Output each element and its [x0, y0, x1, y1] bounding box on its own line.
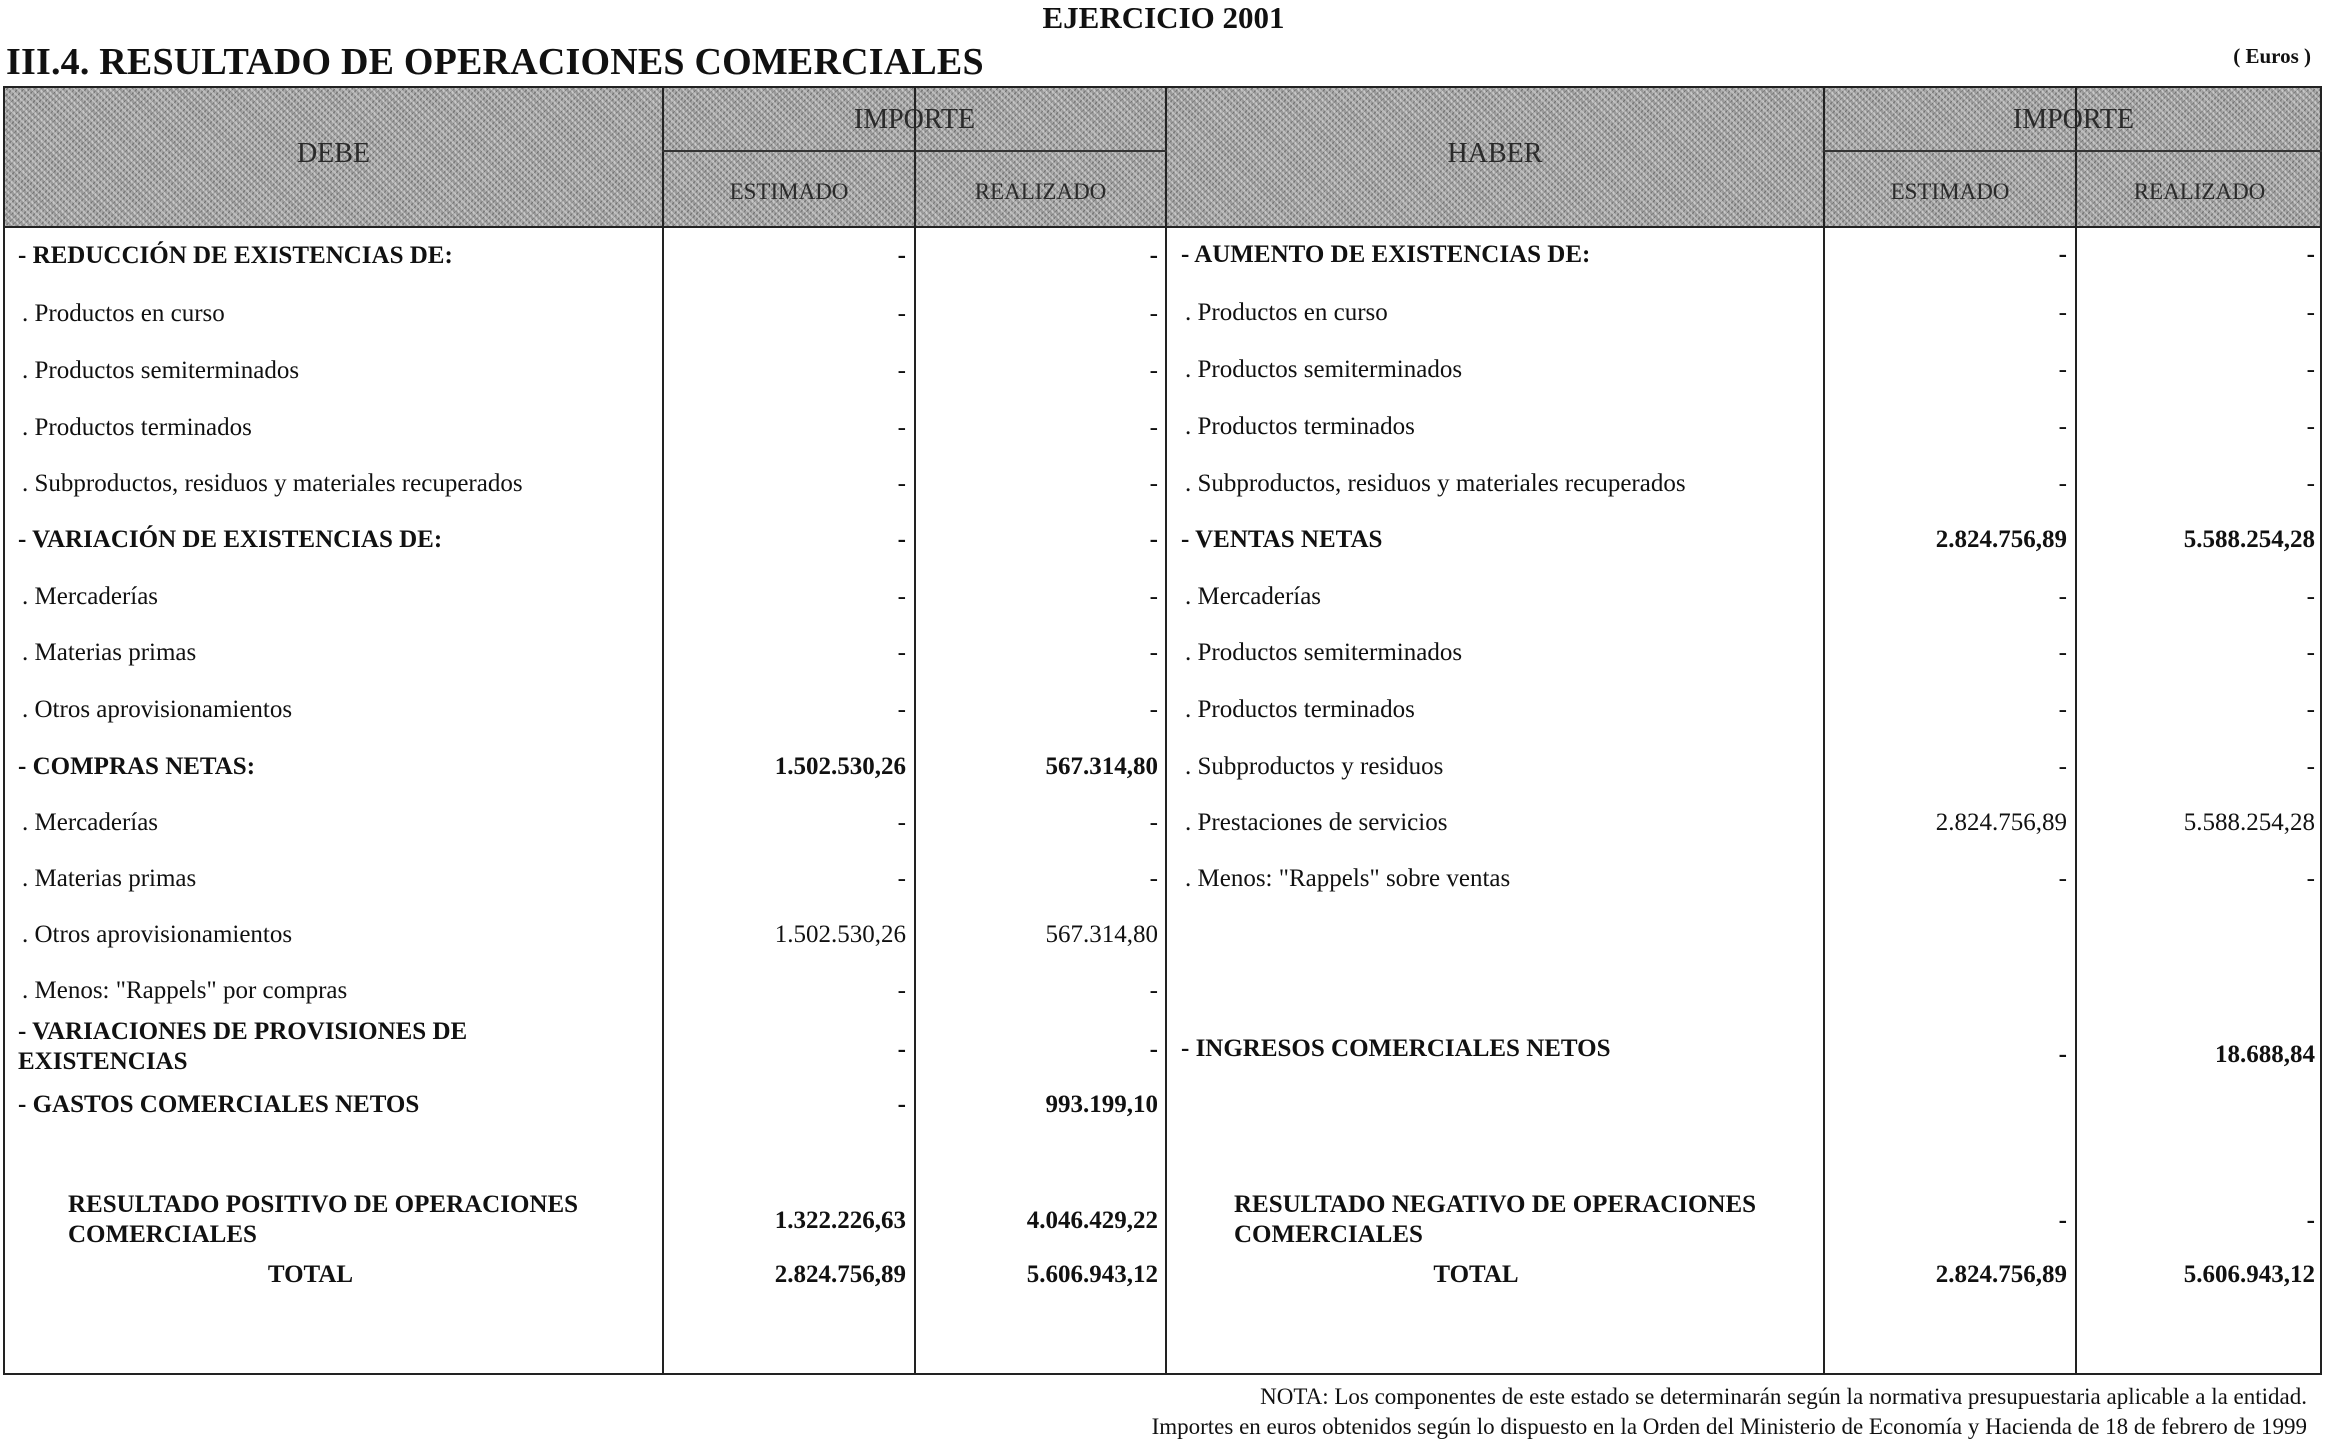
- debe-row-realizado: -: [1149, 583, 1158, 610]
- haber-row-estimado: -: [2058, 470, 2067, 497]
- debe-row-estimado: -: [897, 414, 906, 441]
- haber-row-estimado: 2.824.756,89: [1935, 526, 2067, 553]
- haber-row-estimado: -: [2058, 413, 2067, 440]
- haber-row-realizado: -: [2306, 639, 2315, 666]
- resultado-positivo-label: RESULTADO POSITIVO DE OPERACIONES COMERCIALES: [68, 1191, 579, 1248]
- haber-row-label: - AUMENTO DE EXISTENCIAS DE:: [1181, 241, 1591, 268]
- haber-row-estimado: -: [2058, 639, 2067, 666]
- importe-header-right: IMPORTE: [2012, 104, 2135, 135]
- haber-row-label: . Subproductos y residuos: [1185, 753, 1444, 780]
- debe-row-label: . Mercaderías: [22, 583, 159, 610]
- debe-row-label: - VARIACIONES DE PROVISIONES DE EXISTENCIAS: [18, 1018, 468, 1075]
- resultado-negativo-label: RESULTADO NEGATIVO DE OPERACIONES COMERCIALES: [1234, 1191, 1757, 1248]
- debe-row-label: . Otros aprovisionamientos: [22, 696, 293, 723]
- debe-row-estimado: -: [897, 1091, 906, 1118]
- debe-row-realizado: -: [1149, 696, 1158, 723]
- haber-row-realizado: -: [2306, 865, 2315, 892]
- currency-unit: ( Euros ): [2233, 44, 2311, 68]
- debe-row-label: . Subproductos, residuos y materiales recuperados: [22, 470, 523, 497]
- debe-row-realizado: -: [1149, 414, 1158, 441]
- haber-row-estimado: -: [2058, 1041, 2067, 1068]
- debe-row-realizado: 567.314,80: [1045, 921, 1158, 948]
- haber-row-realizado: -: [2306, 753, 2315, 780]
- debe-row-estimado: -: [897, 300, 906, 327]
- nota-line-1: NOTA: Los componentes de este estado se determinarán según la normativa presupuestaria aplicable a la entidad.: [1260, 1384, 2307, 1409]
- haber-row-estimado: -: [2058, 865, 2067, 892]
- total-haber-label: TOTAL: [1433, 1261, 1519, 1288]
- haber-row-label: . Subproductos, residuos y materiales recuperados: [1185, 470, 1686, 497]
- debe-row-label: - COMPRAS NETAS:: [18, 753, 256, 780]
- header-divider: [3, 226, 2322, 228]
- haber-row-realizado: 5.588.254,28: [2183, 809, 2315, 836]
- debe-row-realizado: -: [1149, 977, 1158, 1004]
- haber-row-realizado: -: [2306, 696, 2315, 723]
- total-debe-realizado: 5.606.943,12: [1026, 1261, 1158, 1288]
- debe-row-estimado: -: [897, 809, 906, 836]
- debe-row-estimado: -: [897, 639, 906, 666]
- haber-row-estimado: -: [2058, 356, 2067, 383]
- haber-row-estimado: -: [2058, 299, 2067, 326]
- haber-row-label: - VENTAS NETAS: [1181, 526, 1383, 553]
- debe-row-realizado: -: [1149, 1036, 1158, 1063]
- total-debe-label: TOTAL: [267, 1261, 354, 1288]
- resultado-negativo-realizado: -: [2306, 1207, 2315, 1234]
- haber-row-estimado: -: [2058, 583, 2067, 610]
- resultado-positivo-realizado: 4.046.429,22: [1026, 1207, 1158, 1234]
- col-divider-haber-estimado: [2075, 86, 2077, 1375]
- haber-row-label: . Productos terminados: [1185, 696, 1415, 723]
- haber-row-label: . Productos en curso: [1185, 299, 1388, 326]
- haber-row-label: . Mercaderías: [1185, 583, 1322, 610]
- debe-header: DEBE: [296, 138, 371, 169]
- debe-row-realizado: -: [1149, 865, 1158, 892]
- realizado-header-right: REALIZADO: [2133, 179, 2266, 204]
- debe-row-label: - GASTOS COMERCIALES NETOS: [18, 1091, 420, 1118]
- nota-line-2: Importes en euros obtenidos según lo dispuesto en la Orden del Ministerio de Economía y Hacienda de 18 de febrero de 1999: [1151, 1414, 2307, 1439]
- ejercicio-title: EJERCICIO 2001: [1042, 0, 1285, 35]
- importe-subheader-line-right: [1823, 150, 2322, 152]
- debe-row-label: . Otros aprovisionamientos: [22, 921, 293, 948]
- debe-row-estimado: -: [897, 696, 906, 723]
- estimado-header-left: ESTIMADO: [729, 179, 849, 204]
- haber-row-label: . Productos semiterminados: [1185, 639, 1463, 666]
- col-divider-debe-realizado: [1165, 86, 1167, 1375]
- importe-subheader-line-left: [662, 150, 1167, 152]
- importe-header-left: IMPORTE: [853, 104, 976, 135]
- debe-row-estimado: -: [897, 1036, 906, 1063]
- debe-row-estimado: 1.502.530,26: [774, 921, 906, 948]
- resultado-positivo-estimado: 1.322.226,63: [774, 1207, 906, 1234]
- debe-row-estimado: -: [897, 470, 906, 497]
- debe-row-estimado: -: [897, 583, 906, 610]
- debe-row-realizado: -: [1149, 526, 1158, 553]
- debe-row-estimado: -: [897, 242, 906, 269]
- haber-row-estimado: 2.824.756,89: [1935, 809, 2067, 836]
- debe-row-estimado: -: [897, 865, 906, 892]
- haber-header: HABER: [1447, 138, 1543, 169]
- debe-row-label: - VARIACIÓN DE EXISTENCIAS DE:: [18, 526, 443, 553]
- debe-row-estimado: -: [897, 526, 906, 553]
- haber-row-realizado: -: [2306, 583, 2315, 610]
- haber-row-estimado: -: [2058, 241, 2067, 268]
- total-haber-realizado: 5.606.943,12: [2183, 1261, 2315, 1288]
- haber-row-realizado: -: [2306, 413, 2315, 440]
- debe-row-label: . Productos semiterminados: [22, 357, 300, 384]
- debe-row-realizado: -: [1149, 470, 1158, 497]
- haber-row-realizado: -: [2306, 241, 2315, 268]
- col-divider-haber: [1823, 86, 1825, 1375]
- haber-row-label: . Productos semiterminados: [1185, 356, 1463, 383]
- debe-row-label: . Menos: "Rappels" por compras: [22, 977, 348, 1004]
- debe-row-estimado: -: [897, 977, 906, 1004]
- debe-row-label: . Materias primas: [22, 639, 197, 666]
- debe-row-estimado: -: [897, 357, 906, 384]
- debe-row-label: . Productos en curso: [22, 300, 225, 327]
- debe-row-realizado: -: [1149, 639, 1158, 666]
- haber-row-label: . Menos: "Rappels" sobre ventas: [1185, 865, 1511, 892]
- estimado-header-right: ESTIMADO: [1890, 179, 2010, 204]
- resultado-negativo-estimado: -: [2058, 1207, 2067, 1234]
- total-haber-estimado: 2.824.756,89: [1935, 1261, 2067, 1288]
- realizado-header-left: REALIZADO: [974, 179, 1107, 204]
- debe-row-label: - REDUCCIÓN DE EXISTENCIAS DE:: [18, 242, 453, 269]
- debe-row-label: . Productos terminados: [22, 414, 252, 441]
- table-frame: [3, 86, 2322, 1375]
- haber-row-label: - INGRESOS COMERCIALES NETOS: [1181, 1035, 1611, 1062]
- haber-row-label: . Prestaciones de servicios: [1185, 809, 1448, 836]
- col-divider-debe-estimado: [914, 86, 916, 1375]
- debe-row-realizado: -: [1149, 300, 1158, 327]
- haber-row-realizado: -: [2306, 356, 2315, 383]
- debe-row-realizado: -: [1149, 357, 1158, 384]
- haber-row-estimado: -: [2058, 696, 2067, 723]
- page-title: III.4. RESULTADO DE OPERACIONES COMERCIALES: [6, 41, 984, 83]
- debe-row-label: . Materias primas: [22, 865, 197, 892]
- debe-row-realizado: 993.199,10: [1045, 1091, 1158, 1118]
- debe-row-realizado: -: [1149, 809, 1158, 836]
- haber-row-realizado: 18.688,84: [2215, 1041, 2315, 1068]
- debe-row-realizado: 567.314,80: [1045, 753, 1158, 780]
- haber-row-realizado: -: [2306, 470, 2315, 497]
- total-debe-estimado: 2.824.756,89: [774, 1261, 906, 1288]
- haber-row-label: . Productos terminados: [1185, 413, 1415, 440]
- col-divider-debe: [662, 86, 664, 1375]
- debe-row-estimado: 1.502.530,26: [774, 753, 906, 780]
- haber-row-estimado: -: [2058, 753, 2067, 780]
- debe-row-realizado: -: [1149, 242, 1158, 269]
- debe-row-label: . Mercaderías: [22, 809, 159, 836]
- haber-row-realizado: -: [2306, 299, 2315, 326]
- haber-row-realizado: 5.588.254,28: [2183, 526, 2315, 553]
